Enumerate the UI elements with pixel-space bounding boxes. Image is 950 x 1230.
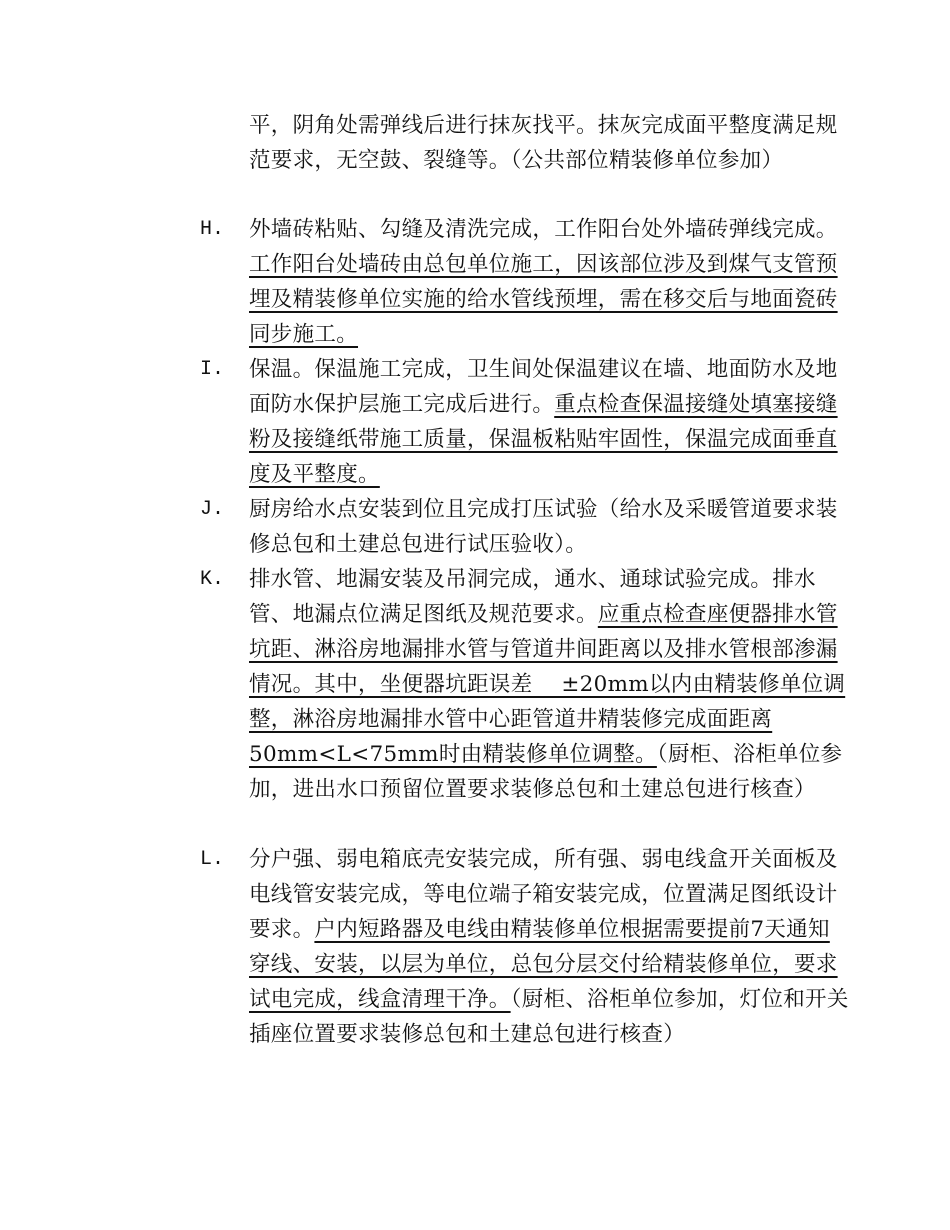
underlined-text: 重点检查保温接缝处填塞接缝粉及接缝纸带施工质量，保温板粘贴牢固性，保温完成面垂直度及平整度。 <box>249 392 838 487</box>
underlined-text: 工作阳台处墙砖由总包单位施工，因该部位涉及到煤气支管预埋及精装修单位实施的给水管线预埋，需在移交后与地面瓷砖同步施工。 <box>249 252 838 347</box>
plain-text: 分户强、弱电箱底壳安装完成，所有强、弱电线盒开关面板及电线管安装完成，等电位端子箱安装完成，位置满足图纸设计要求。 <box>249 847 838 942</box>
plain-text: 排水管、地漏安装及吊洞完成，通水、通球试验完成。排水管、地漏点位满足图纸及规范要求。 <box>249 567 816 627</box>
item-marker: H. <box>200 218 225 241</box>
underlined-text: 户内短路器及电线由精装修单位根据需要提前7天通知穿线、安装，以层为单位，总包分层交付给精装修单位，要求试电完成，线盒清理干净。 <box>249 917 838 1012</box>
item-text <box>249 562 849 807</box>
plain-text: （厨柜、浴柜单位参加，进出水口预留位置要求装修总包和土建总包进行核查） <box>249 742 843 802</box>
plain-text: 平，阴角处需弹线后进行抹灰找平。抹灰完成面平整度满足规范要求，无空鼓、裂缝等。（公共部位精装修单位参加） <box>249 113 838 173</box>
underlined-text: 应重点检查座便器排水管坑距、淋浴房地漏排水管与管道井间距离以及排水管根部渗漏情况。其中，坐便器坑距误差 ±20mm以内由精装修单位调整，淋浴房地漏排水管中心距管道井精装修完成面距离50mm<L<75mm时由精装修单位调整。 <box>249 602 846 767</box>
plain-text: 外墙砖粘贴、勾缝及清洗完成，工作阳台处外墙砖弹线完成。 <box>249 217 838 242</box>
item-text <box>249 492 849 562</box>
item-marker: J. <box>200 498 225 521</box>
plain-text: 厨房给水点安装到位且完成打压试验（给水及采暖管道要求装修总包和土建总包进行试压验收）。 <box>249 497 838 557</box>
item-text <box>249 108 849 178</box>
item-marker: I. <box>200 358 225 381</box>
plain-text: （厨柜、浴柜单位参加，灯位和开关插座位置要求装修总包和土建总包进行核查） <box>249 987 849 1047</box>
item-text <box>249 212 849 352</box>
plain-text: 保温。保温施工完成，卫生间处保温建议在墙、地面防水及地面防水保护层施工完成后进行。 <box>249 357 838 417</box>
item-marker: L. <box>200 848 225 871</box>
item-marker: K. <box>200 568 225 591</box>
item-text <box>249 842 849 1052</box>
item-text <box>249 352 849 492</box>
